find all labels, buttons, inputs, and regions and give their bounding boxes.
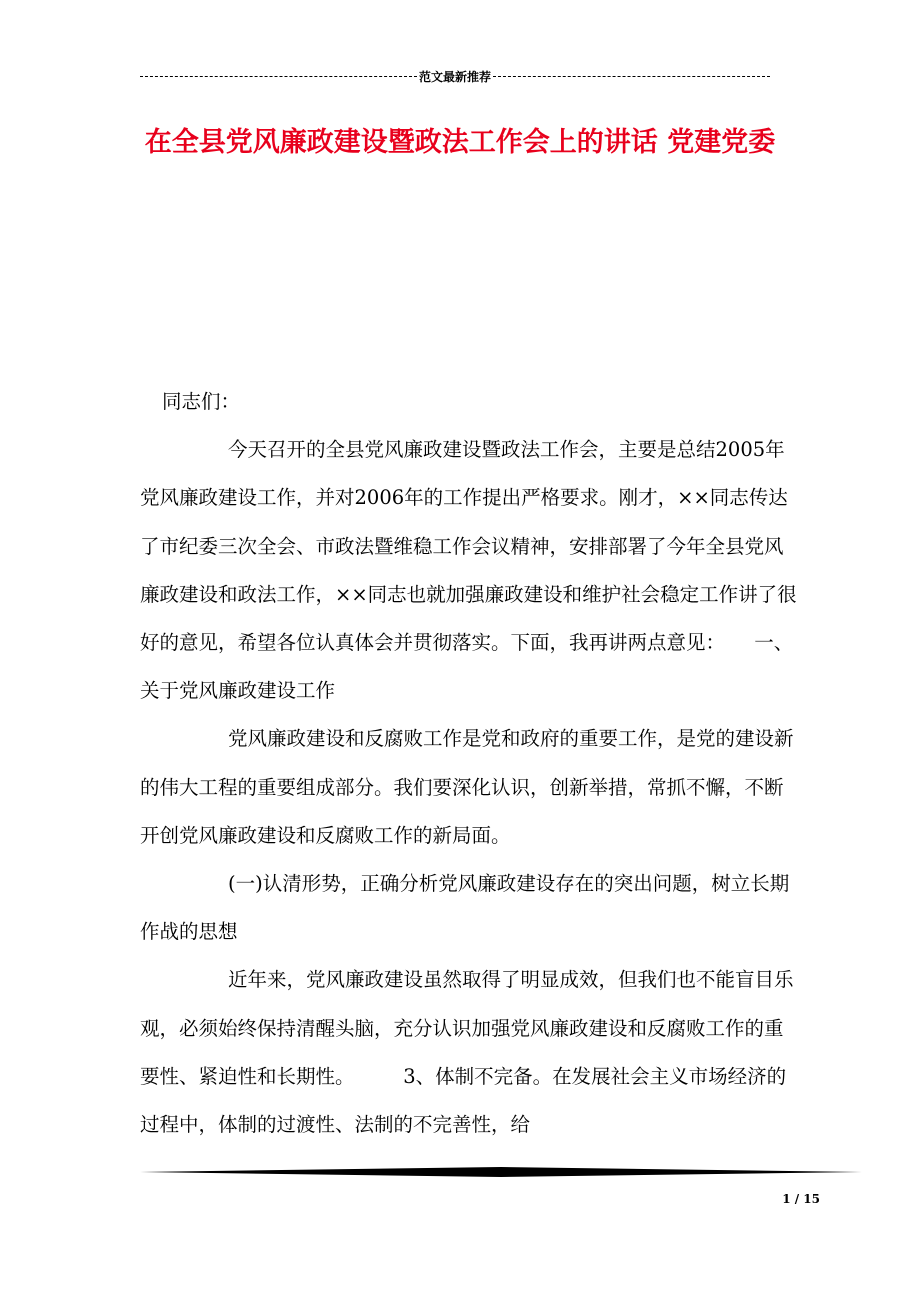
document-body — [140, 378, 800, 1149]
paragraph-3: (一)认清形势，正确分析党风廉政建设存在的突出问题，树立长期作战的思想 — [140, 872, 790, 944]
header-label: 范文最新推荐 — [419, 69, 492, 84]
page-header — [140, 66, 770, 86]
salutation: 同志们： — [162, 390, 241, 413]
paragraph-1: 今天召开的全县党风廉政建设暨政法工作会，主要是总结2005年党风廉政建设工作，并对2006年的工作提出严格要求。刚才，××同志传达了市纪委三次全会、市政法暨维稳工作会议精神，安排部署了今年全县党风廉政建设和政法工作，××同志也就加强廉政建设和维护社会稳定工作讲了很好的意见，希望各位认真体会并贯彻落实。下面，我再讲两点意见： 一、关于党风廉政建设工作 — [140, 438, 797, 703]
page-number: 1 / 15 — [782, 1192, 820, 1206]
paragraph-4: 近年来，党风廉政建设虽然取得了明显成效，但我们也不能盲目乐观，必须始终保持清醒头脑，充分认识加强党风廉政建设和反腐败工作的重要性、紧迫性和长期性。 3、体制不完备。在发展社会主义市场经济的过程中，体制的过渡性、法制的不完善性，给 — [140, 968, 794, 1137]
header-dash-right — [493, 76, 770, 77]
footer-rule — [140, 1166, 862, 1178]
header-dash-left — [140, 76, 417, 77]
paragraph-2: 党风廉政建设和反腐败工作是党和政府的重要工作，是党的建设新的伟大工程的重要组成部分。我们要深化认识，创新举措，常抓不懈，不断开创党风廉政建设和反腐败工作的新局面。 — [140, 727, 794, 847]
document-title: 在全县党风廉政建设暨政法工作会上的讲话 党建党委 — [144, 127, 776, 158]
